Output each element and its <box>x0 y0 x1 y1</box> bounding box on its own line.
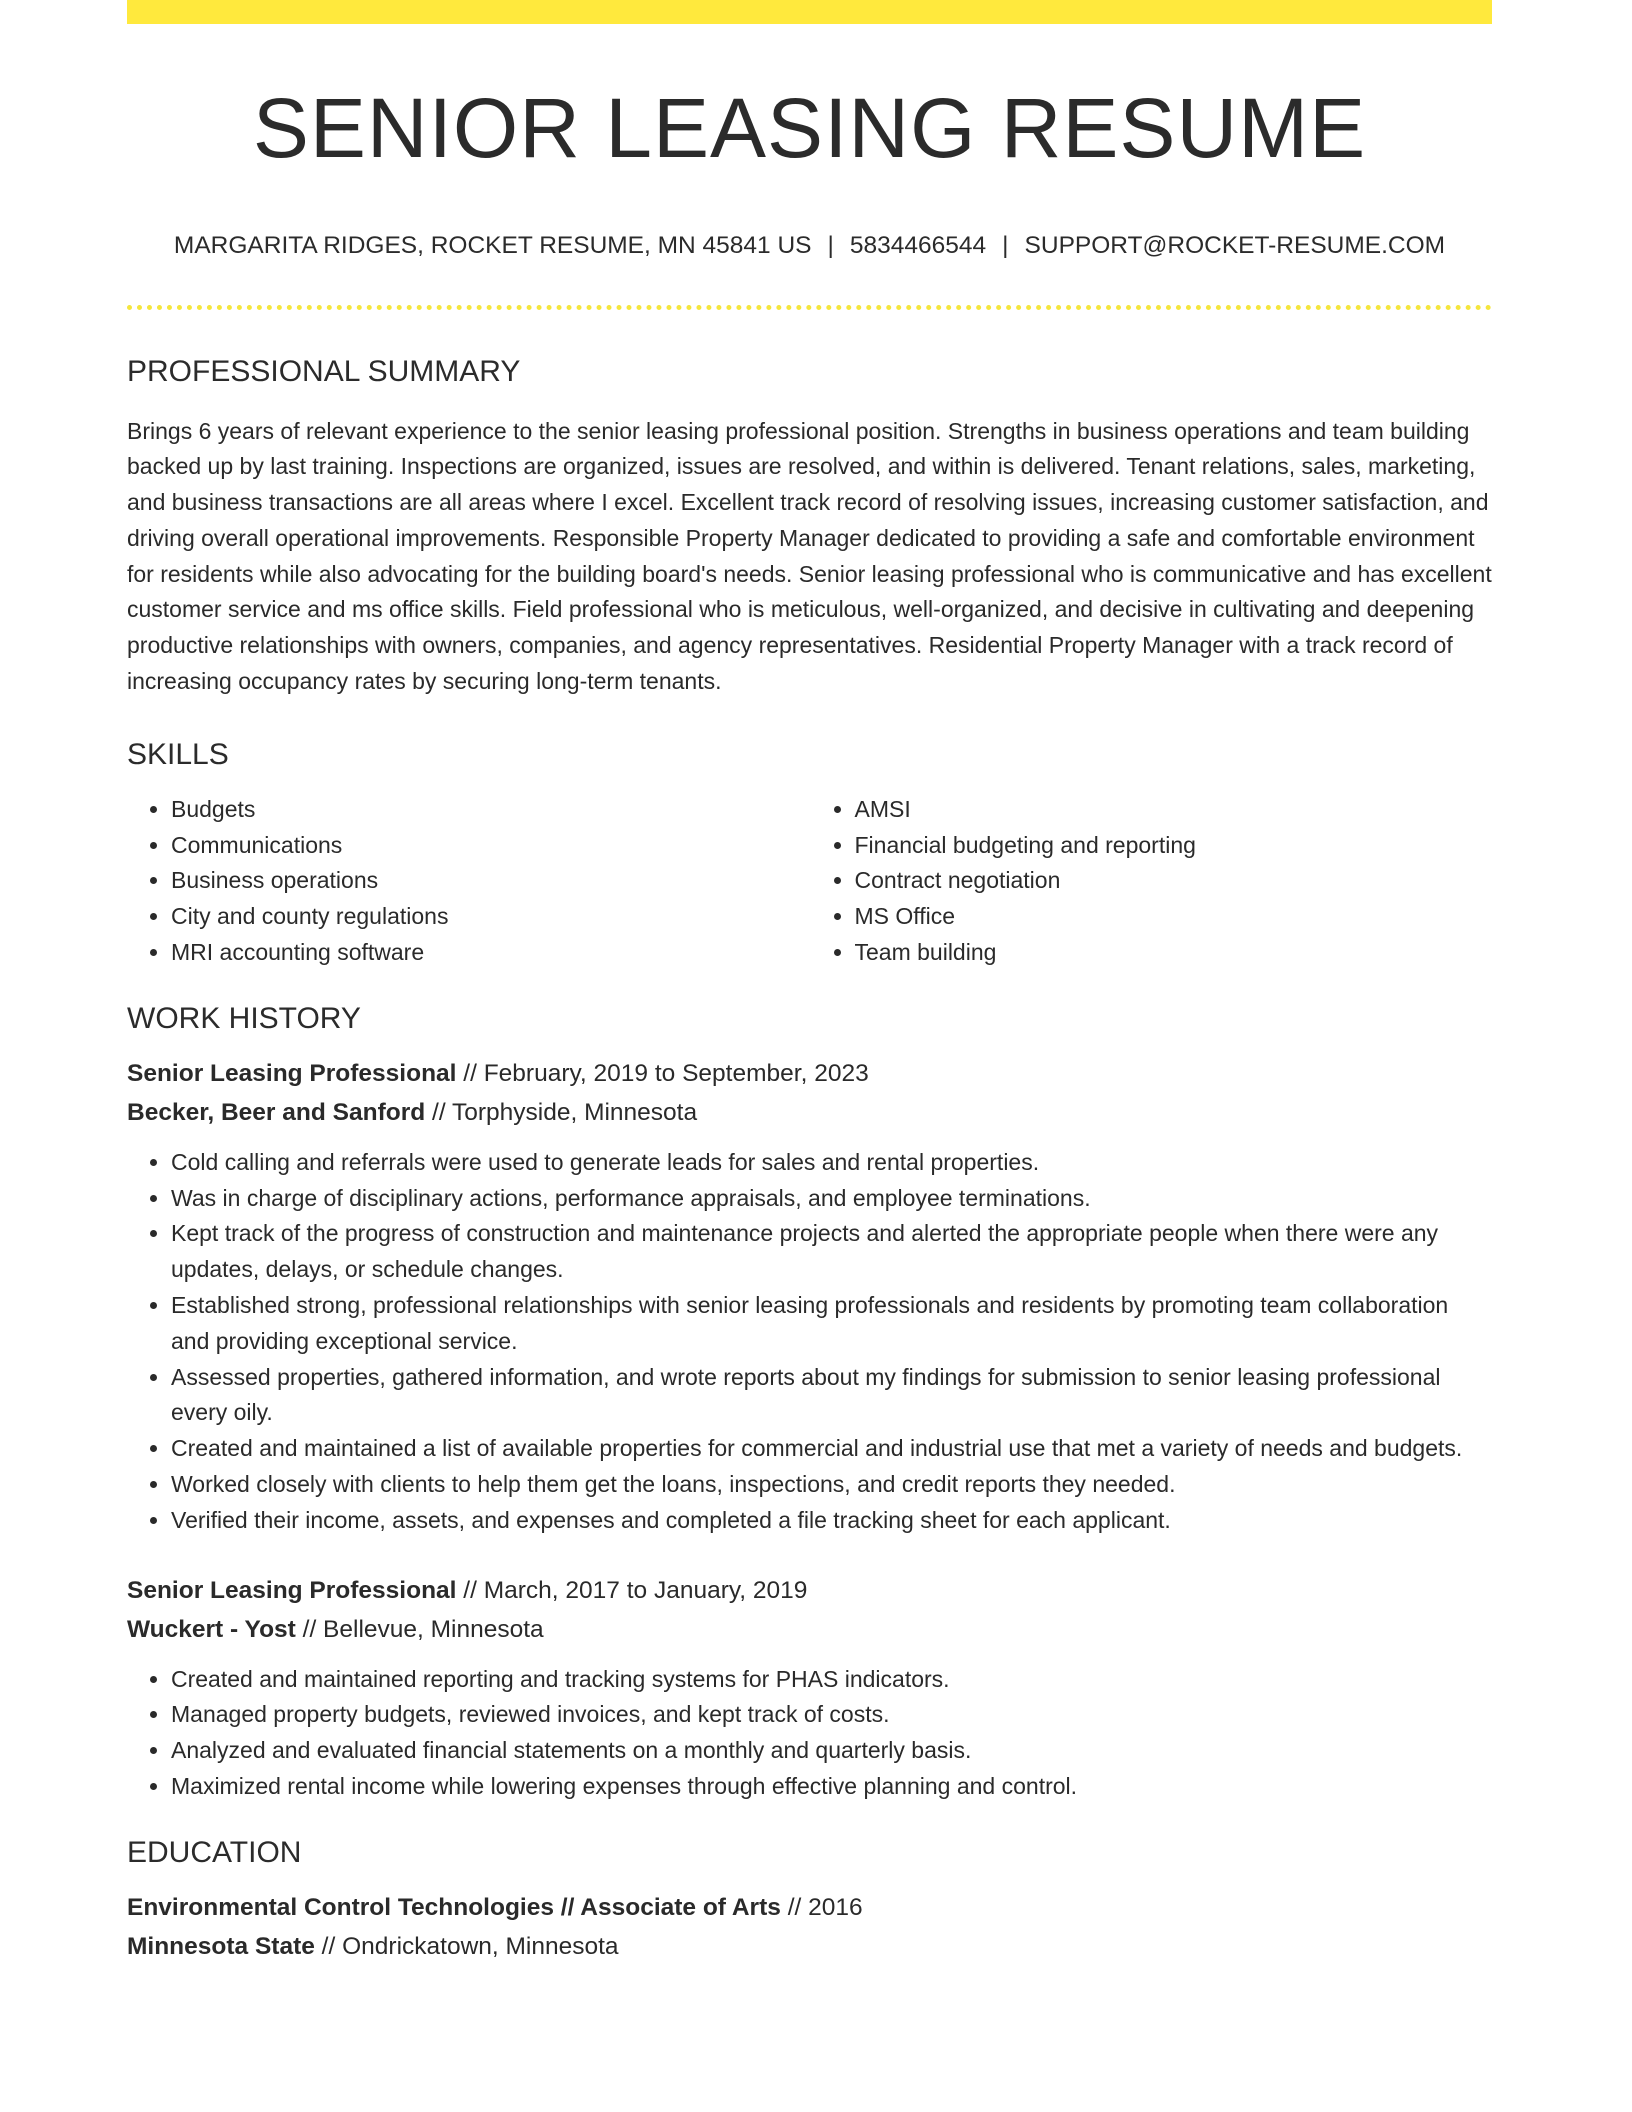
skill-item: • Budgets <box>171 792 810 828</box>
job-bullet: • Created and maintained a list of available properties for commercial and industrial use that met a variety of needs and budgets. <box>171 1431 1492 1467</box>
contact-line <box>127 234 1492 259</box>
job-dates: // March, 2017 to January, 2019 <box>456 1576 808 1604</box>
dotted-divider <box>127 305 1492 310</box>
resume-page <box>127 0 1492 1967</box>
skills-list-left <box>127 792 810 971</box>
skill-item: • Communications <box>171 828 810 864</box>
contact-email: SUPPORT@ROCKET-RESUME.COM <box>1024 232 1446 259</box>
contact-phone: 5834466544 <box>849 232 987 259</box>
job-company: Wuckert - Yost <box>127 1616 296 1644</box>
job-bullet: • Verified their income, assets, and expenses and completed a file tracking sheet for each applicant. <box>171 1503 1492 1539</box>
education-school: Minnesota State <box>127 1933 315 1961</box>
education-school-line <box>127 1927 1492 1967</box>
section-heading-work-history: WORK HISTORY <box>127 1001 361 1035</box>
accent-top-bar <box>127 0 1492 24</box>
job-bullet: • Was in charge of disciplinary actions, performance appraisals, and employee terminations. <box>171 1181 1492 1217</box>
skill-item: • MRI accounting software <box>171 935 810 971</box>
contact-separator: | <box>827 232 834 259</box>
skill-item: • Team building <box>855 935 1493 971</box>
job-bullet: • Analyzed and evaluated financial statements on a monthly and quarterly basis. <box>171 1733 1492 1769</box>
job-company-line <box>127 1610 1492 1650</box>
job-bullet: • Cold calling and referrals were used to generate leads for sales and rental properties. <box>171 1145 1492 1181</box>
contact-address: MARGARITA RIDGES, ROCKET RESUME, MN 45841 US <box>173 232 812 259</box>
skills-list-right <box>810 792 1493 971</box>
contact-separator: | <box>1002 232 1009 259</box>
job-title: Senior Leasing Professional <box>127 1576 457 1604</box>
summary-paragraph: Brings 6 years of relevant experience to the senior leasing professional position. Strengths in business operations and team building backed up by last training. Inspections are organized, issues are resolved, and within is delivered. Tenant relations, sales, marketing, and business transactions are all areas where I excel. Excellent track record of resolving issues, increasing customer satisfaction, and driving overall operational improvements. Responsible Property Manager dedicated to providing a safe and comfortable environment for residents while also advocating for the building board's needs. Senior leasing professional who is communicative and has excellent customer service and ms office skills. Field professional who is meticulous, well-organized, and decisive in cultivating and deepening productive relationships with owners, companies, and agency representatives. Residential Property Manager with a track record of increasing occupancy rates by securing long-term tenants. <box>127 417 1492 695</box>
job-title-line <box>127 1571 1492 1611</box>
skill-item: • MS Office <box>855 899 1493 935</box>
skill-item: • Contract negotiation <box>855 863 1493 899</box>
section-heading-skills: SKILLS <box>127 737 229 771</box>
job-bullet-list <box>127 1145 1492 1539</box>
education-program: Environmental Control Technologies // Associate of Arts <box>127 1893 781 1921</box>
job-location: // Torphyside, Minnesota <box>425 1099 698 1127</box>
skill-item: • Business operations <box>171 863 810 899</box>
job-bullet: • Established strong, professional relationships with senior leasing professionals and residents by promoting team collaboration and providing exceptional service. <box>171 1288 1492 1360</box>
job-company: Becker, Beer and Sanford <box>127 1099 426 1127</box>
job-company-line <box>127 1093 1492 1133</box>
education-year: // 2016 <box>780 1893 863 1921</box>
education-location: // Ondrickatown, Minnesota <box>314 1933 619 1961</box>
job-bullet-list <box>127 1662 1492 1805</box>
job-bullet: • Managed property budgets, reviewed invoices, and kept track of costs. <box>171 1697 1492 1733</box>
job-location: // Bellevue, Minnesota <box>295 1616 544 1644</box>
job-bullet: • Maximized rental income while lowering expenses through effective planning and control. <box>171 1769 1492 1805</box>
job-bullet: • Assessed properties, gathered information, and wrote reports about my findings for submission to senior leasing professional every oily. <box>171 1360 1492 1432</box>
education-program-line <box>127 1888 1492 1928</box>
skill-item: • AMSI <box>855 792 1493 828</box>
section-heading-summary: PROFESSIONAL SUMMARY <box>127 354 521 388</box>
job-bullet: • Created and maintained reporting and tracking systems for PHAS indicators. <box>171 1662 1492 1698</box>
job-title-line <box>127 1054 1492 1094</box>
skill-item: • Financial budgeting and reporting <box>855 828 1493 864</box>
job-dates: // February, 2019 to September, 2023 <box>456 1059 869 1087</box>
skill-item: • City and county regulations <box>171 899 810 935</box>
resume-title: SENIOR LEASING RESUME <box>252 81 1367 175</box>
job-title: Senior Leasing Professional <box>127 1059 457 1087</box>
skills-grid <box>127 792 1492 971</box>
job-bullet: • Worked closely with clients to help them get the loans, inspections, and credit reports they needed. <box>171 1467 1492 1503</box>
job-bullet: • Kept track of the progress of construction and maintenance projects and alerted the appropriate people when there were any updates, delays, or schedule changes. <box>171 1216 1492 1288</box>
section-heading-education: EDUCATION <box>127 1835 302 1869</box>
